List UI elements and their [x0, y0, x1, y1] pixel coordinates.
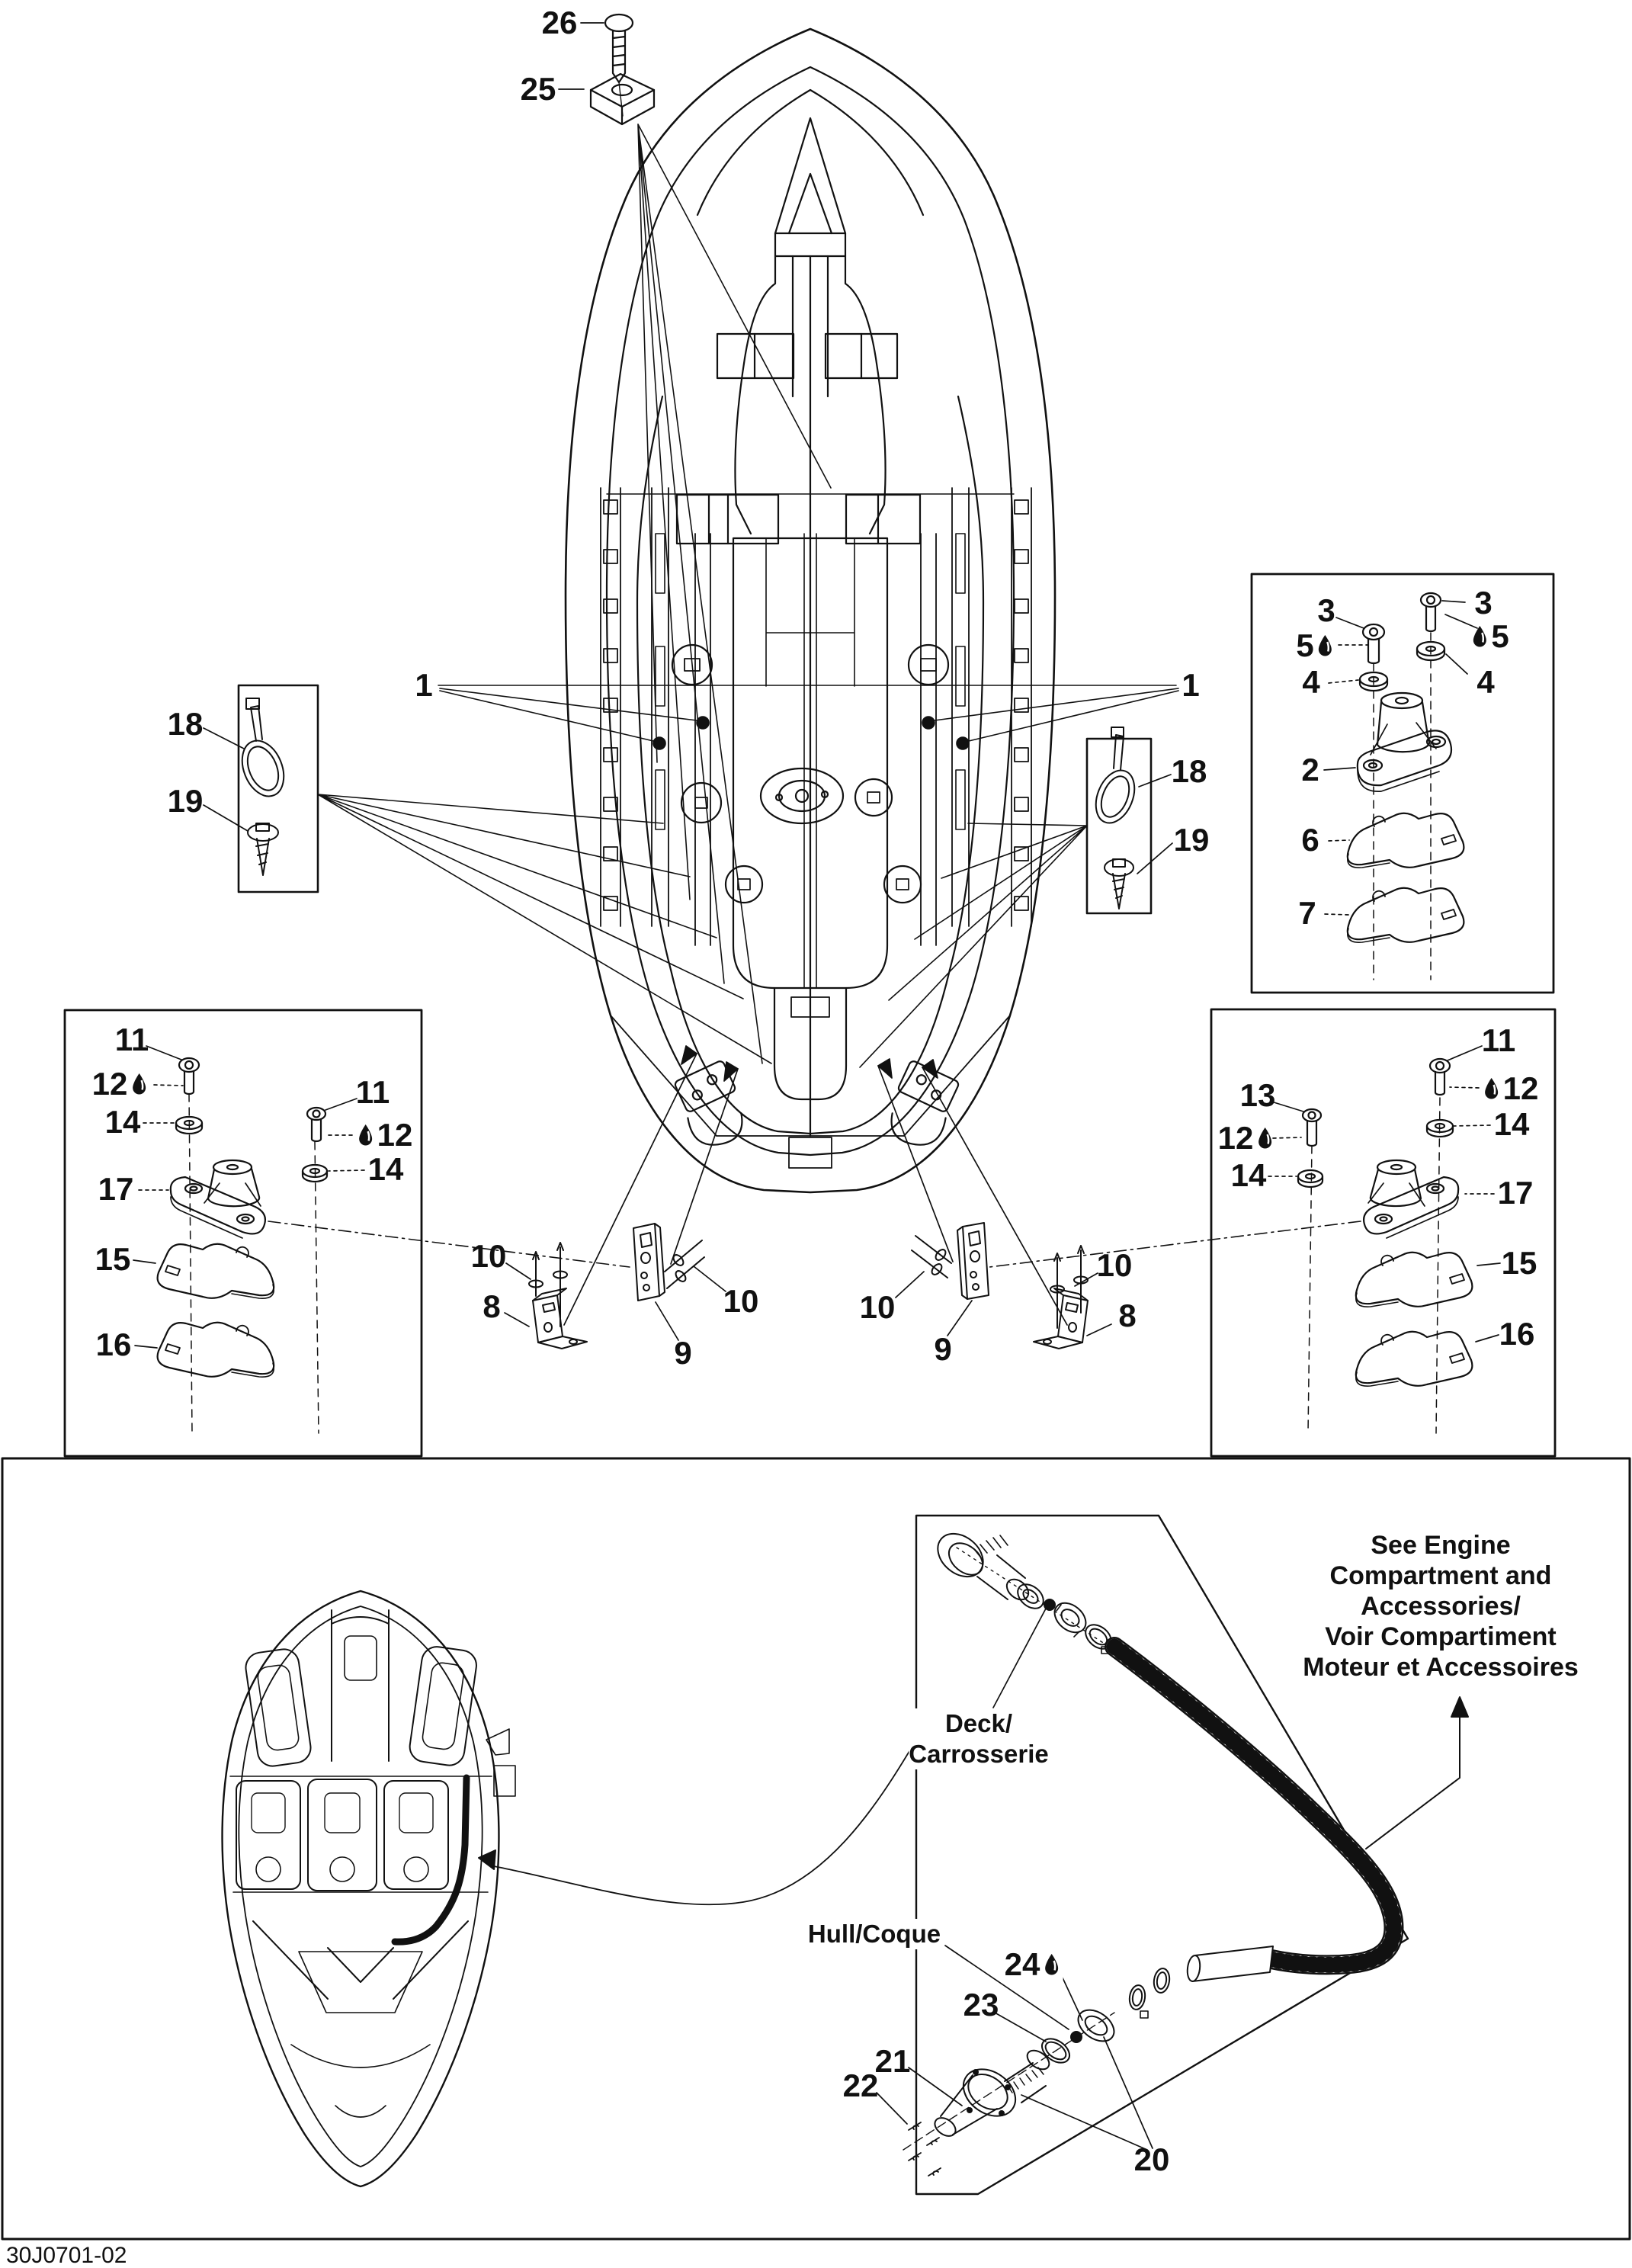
callout-10-c: 10	[859, 1289, 896, 1325]
loctite-drop-icon	[1471, 625, 1488, 648]
callout-5-a	[1296, 627, 1333, 663]
engine-mount-icon	[1358, 693, 1451, 791]
exhaust-hose-highlight	[395, 1778, 467, 1942]
callout-15-right: 15	[1501, 1245, 1537, 1281]
callout-16-right: 16	[1499, 1316, 1535, 1352]
callout-1-leaders	[438, 685, 1178, 749]
callout-11-b: 11	[355, 1074, 390, 1110]
callout-22: 22	[842, 2068, 879, 2103]
callout-12-d	[1483, 1070, 1539, 1106]
callout-9-b: 9	[934, 1331, 952, 1367]
callout-24	[1002, 1946, 1063, 1982]
callout-7: 7	[1298, 895, 1316, 931]
callout-5-text: 5	[1296, 627, 1314, 663]
deck-label-line-2: Carrosserie	[909, 1740, 1049, 1768]
callout-4-a: 4	[1302, 664, 1320, 700]
callout-20: 20	[1133, 2141, 1170, 2177]
callout-14-c: 14	[1230, 1157, 1267, 1193]
mount-plate-bracket-icon	[633, 1224, 665, 1301]
hull-top-view	[566, 29, 1055, 1192]
callout-5-text: 5	[1491, 618, 1509, 654]
rear-mount-box-right	[989, 1009, 1555, 1456]
callout-1-right: 1	[1182, 667, 1200, 703]
shim-icon	[1348, 813, 1464, 868]
support-brackets-group	[505, 1046, 1111, 1349]
hull-label: Hull/Coque	[807, 1920, 941, 1948]
callout-6: 6	[1301, 822, 1319, 858]
callout-11-c: 11	[1481, 1022, 1516, 1058]
tapping-screw-icon	[248, 823, 278, 875]
loctite-drop-icon	[1483, 1077, 1500, 1100]
callout-1-left: 1	[415, 667, 433, 703]
callout-10-a: 10	[470, 1238, 507, 1274]
callout-8-a: 8	[483, 1288, 501, 1324]
callout-8-b: 8	[1118, 1298, 1137, 1333]
cable-tie-icon	[235, 698, 292, 803]
callout-24-text: 24	[1004, 1946, 1040, 1982]
shim-icon	[158, 1323, 274, 1377]
see-engine-line-4: Voir Compartiment	[1325, 1622, 1557, 1651]
shim-icon	[1348, 888, 1464, 942]
callout-19-right: 19	[1173, 822, 1210, 858]
callout-10-b: 10	[723, 1283, 759, 1319]
callout-25: 25	[520, 71, 556, 107]
callout-12-a	[92, 1068, 148, 1100]
angle-bracket-icon	[1034, 1288, 1088, 1349]
callout-23: 23	[963, 1987, 999, 2023]
loctite-drop-icon	[130, 1073, 147, 1096]
to-engine-compartment-arrow	[1366, 1697, 1468, 1849]
shim-icon	[1356, 1332, 1473, 1386]
loctite-drop-icon	[1317, 634, 1334, 657]
callout-14-b: 14	[367, 1151, 404, 1187]
callout-16-left: 16	[95, 1326, 132, 1362]
callout-12-text: 12	[1217, 1120, 1254, 1156]
cable-tie-icon	[1089, 727, 1142, 829]
callout-26: 26	[541, 5, 578, 40]
callout-17-right: 17	[1497, 1175, 1534, 1211]
loctite-drop-icon	[358, 1124, 374, 1147]
shim-icon	[158, 1244, 274, 1298]
callout-9-a: 9	[674, 1335, 692, 1371]
shim-icon	[1356, 1253, 1473, 1307]
screws-22	[909, 2122, 941, 2176]
stud-pins-icon	[1050, 1246, 1088, 1328]
deck-label	[909, 1708, 1048, 1769]
callout-10-d: 10	[1096, 1247, 1133, 1283]
block-25-fan-leaders	[638, 124, 831, 1063]
callout-12-text: 12	[91, 1066, 128, 1102]
mount-plate-bracket-icon	[957, 1223, 989, 1299]
callout-4-b: 4	[1476, 664, 1495, 700]
callout-18-right: 18	[1171, 753, 1207, 789]
callout-12-c	[1218, 1122, 1274, 1154]
callout-14-a: 14	[104, 1104, 141, 1140]
callout-11-a: 11	[114, 1022, 149, 1057]
hull-interior-view	[223, 1591, 916, 2186]
callout-3-b: 3	[1474, 585, 1493, 621]
callout-17-left: 17	[98, 1171, 134, 1207]
engine-mount-icon	[1364, 1160, 1458, 1238]
callout-2: 2	[1301, 752, 1319, 788]
engine-mount-icon	[171, 1160, 265, 1238]
cable-tie-box-left	[204, 685, 771, 1063]
callout-3-a: 3	[1317, 592, 1335, 628]
deck-label-line-1: Deck/	[944, 1709, 1013, 1737]
loctite-drop-icon	[1043, 1953, 1060, 1976]
callout-13: 13	[1239, 1077, 1276, 1113]
drawing-number: 30J0701-02	[6, 2243, 127, 2268]
loctite-drop-icon	[1256, 1127, 1273, 1150]
callout-12-text: 12	[1502, 1070, 1539, 1106]
callout-15-left: 15	[95, 1241, 131, 1277]
callout-12-text: 12	[377, 1117, 413, 1153]
see-engine-line-1: See Engine	[1371, 1531, 1511, 1560]
see-engine-note	[1303, 1530, 1579, 1683]
callout-21: 21	[874, 2043, 911, 2079]
callout-14-d: 14	[1493, 1106, 1530, 1142]
tapping-screw-icon	[1105, 859, 1133, 909]
callout-5-b	[1471, 618, 1509, 654]
callout-19-left: 19	[167, 783, 204, 819]
rear-mount-box-left	[65, 1010, 630, 1456]
callout-18-left: 18	[167, 706, 204, 742]
see-engine-line-3: Accessories/	[1361, 1592, 1521, 1621]
see-engine-line-5: Moteur et Accessoires	[1303, 1653, 1579, 1682]
see-engine-line-2: Compartment and	[1329, 1561, 1552, 1590]
cable-tie-box-right	[860, 727, 1172, 1067]
callout-12-b	[358, 1119, 413, 1151]
